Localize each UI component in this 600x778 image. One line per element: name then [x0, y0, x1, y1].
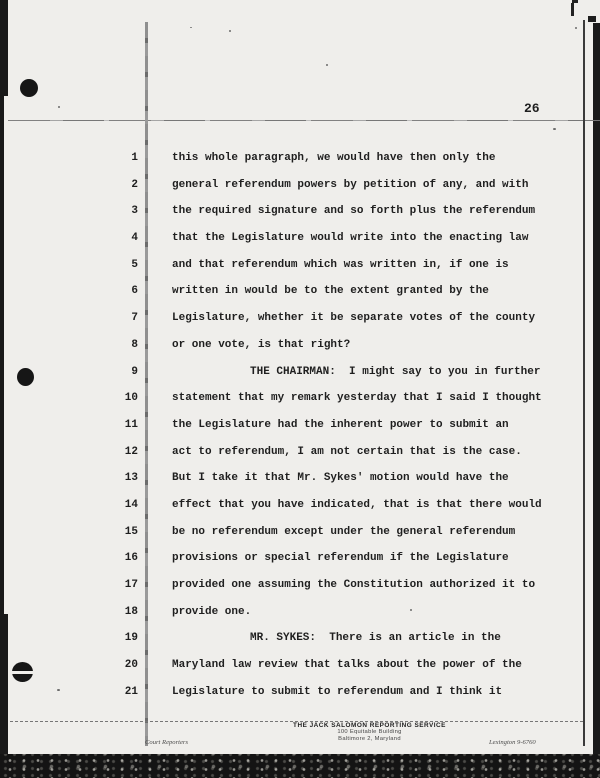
- scan-speck: [229, 30, 231, 32]
- scan-speck: [326, 64, 328, 66]
- line-number: 12: [124, 445, 138, 458]
- line-number: 9: [131, 365, 138, 378]
- line-text: effect that you have indicated, that is that there would: [172, 498, 542, 511]
- line-text: the required signature and so forth plus the referendum: [172, 205, 536, 218]
- hole-punch-top: [20, 79, 38, 97]
- transcript-line: [100, 179, 570, 206]
- transcript-line: [100, 579, 570, 606]
- line-text: the Legislature had the inherent power to submit an: [172, 418, 509, 431]
- line-number: 6: [131, 285, 138, 298]
- scan-artifact-mark: [572, 0, 578, 3]
- scan-edge-right: [593, 23, 600, 778]
- line-text: THE CHAIRMAN: I might say to you in further: [250, 365, 541, 378]
- transcript-line: [100, 659, 570, 686]
- transcript-line: [100, 232, 570, 259]
- line-text: act to referendum, I am not certain that is the case.: [172, 445, 522, 458]
- line-text: written in would be to the extent granted by the: [172, 285, 489, 298]
- scan-bottom-band: [0, 754, 600, 778]
- line-text: provide one.: [172, 605, 252, 618]
- line-text: that the Legislature would write into the enacting law: [172, 232, 529, 245]
- scan-speck: [553, 128, 556, 130]
- hole-punch-middle: [17, 368, 34, 386]
- scan-speck: [410, 609, 412, 611]
- transcript-line: [100, 259, 570, 286]
- line-number: 3: [131, 205, 138, 218]
- scan-artifact-mark: [571, 3, 574, 16]
- line-number: 7: [131, 312, 138, 325]
- footer-court-reporters-label: Court Reporters: [145, 739, 189, 746]
- hole-punch-stripe: [10, 671, 35, 674]
- line-number: 17: [124, 579, 138, 591]
- line-text: Legislature to submit to referendum and I think it: [172, 685, 503, 698]
- line-text: MR. SYKES: There is an article in the: [250, 632, 501, 645]
- line-text: general referendum powers by petition of any, and with: [172, 178, 529, 191]
- transcript-line: [100, 366, 570, 393]
- line-text: provided one assuming the Constitution authorized it to: [172, 579, 536, 591]
- line-text: Maryland law review that talks about the power of the: [172, 659, 522, 672]
- transcript-line: [100, 152, 570, 179]
- line-number: 21: [124, 685, 138, 698]
- transcript-line: [100, 472, 570, 499]
- transcript-line: [100, 419, 570, 446]
- line-text: be no referendum except under the general referendum: [172, 525, 516, 538]
- transcript-line: [100, 392, 570, 419]
- line-number: 11: [124, 418, 138, 431]
- line-text: Legislature, whether it be separate votes of the county: [172, 312, 536, 325]
- line-number: 15: [124, 525, 138, 538]
- scan-speck: [58, 106, 60, 108]
- right-margin-rule: [583, 20, 585, 746]
- transcript-line: [100, 285, 570, 312]
- line-text: provisions or special referendum if the Legislature: [172, 552, 509, 565]
- scan-edge-left-bottom: [0, 614, 8, 756]
- line-number: 5: [131, 258, 138, 271]
- page-number: 26: [524, 101, 540, 116]
- transcript-line: [100, 446, 570, 473]
- scan-speck: [575, 27, 577, 29]
- line-number: 10: [124, 392, 138, 405]
- line-text: this whole paragraph, we would have then only the: [172, 152, 496, 164]
- scan-speck: [57, 689, 60, 691]
- scan-speck: [190, 27, 192, 28]
- line-number: 4: [131, 232, 138, 245]
- reporting-service-block: [287, 722, 452, 743]
- line-number: 13: [124, 472, 138, 485]
- scan-artifact-mark: [588, 16, 596, 22]
- reporting-service-address1: 100 Equitable Building: [337, 729, 402, 735]
- line-number: 20: [124, 659, 138, 672]
- reporting-service-address2: Baltimore 2, Maryland: [338, 736, 401, 742]
- line-number: 18: [124, 605, 138, 618]
- transcript-line: [100, 606, 570, 633]
- transcript-line: [100, 499, 570, 526]
- line-text: But I take it that Mr. Sykes' motion would have the: [172, 472, 509, 485]
- footer-phone-label: Lexington 9-6760: [489, 739, 536, 746]
- transcript-line: [100, 312, 570, 339]
- transcript-line: [100, 205, 570, 232]
- hole-punch-bottom: [12, 662, 33, 682]
- reporting-service-name: THE JACK SALOMON REPORTING SERVICE: [293, 722, 446, 729]
- transcript-line: [100, 526, 570, 553]
- transcript-line: [100, 339, 570, 366]
- transcript-lines: [100, 152, 570, 712]
- line-number: 14: [124, 498, 138, 511]
- line-number: 8: [131, 338, 138, 351]
- line-text: statement that my remark yesterday that I said I thought: [172, 392, 542, 405]
- transcript-line: [100, 632, 570, 659]
- transcript-line: [100, 552, 570, 579]
- line-number: 2: [131, 178, 138, 191]
- top-rule: [8, 120, 600, 121]
- transcript-line: [100, 686, 570, 713]
- line-number: 19: [124, 632, 138, 645]
- line-number: 1: [131, 152, 138, 164]
- line-number: 16: [124, 552, 138, 565]
- line-text: and that referendum which was written in, if one is: [172, 258, 509, 271]
- line-text: or one vote, is that right?: [172, 338, 351, 351]
- scan-edge-left-top: [0, 0, 8, 96]
